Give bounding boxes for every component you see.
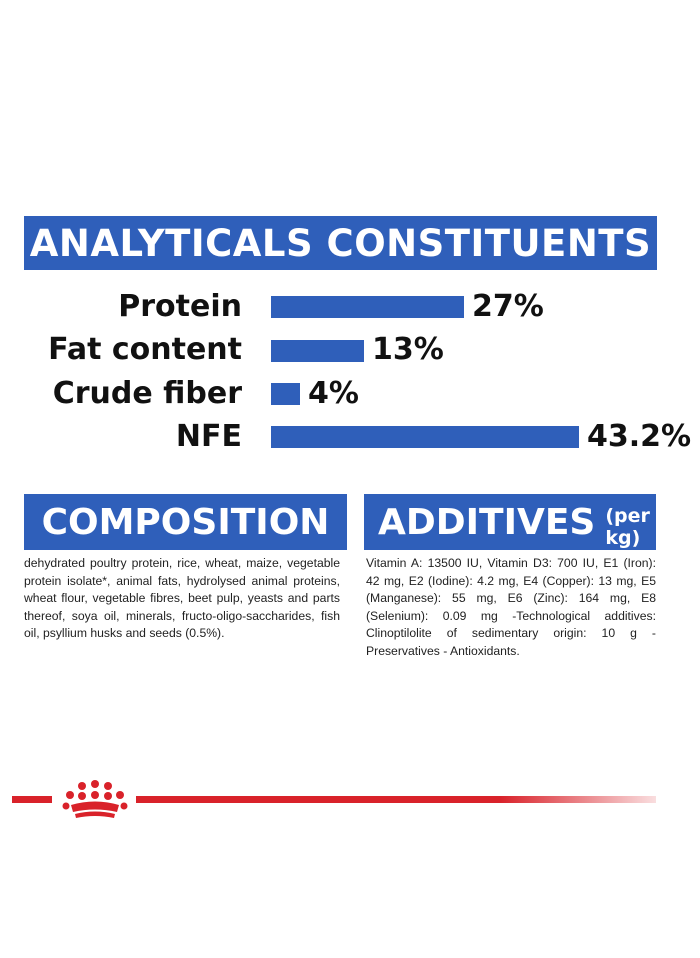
- row-label-fat-content: Fat content: [48, 332, 242, 367]
- row-label-protein: Protein: [118, 289, 242, 324]
- analytics-title: ANALYTICALS CONSTITUENTS: [29, 221, 652, 265]
- additives-text: Vitamin A: 13500 IU, Vitamin D3: 700 IU, E1 (Iron): 42 mg, E2 (Iodine): 4.2 mg, E4 (Copper): 13 mg, E5 (Manganese): 55 mg, E6 (Zinc): 164 mg, E8 (Selenium): 0.09 mg -Technological additives: Clinoptilolite of sedimentary origin: 10 g - Preservatives - Antioxidants.: [366, 556, 656, 658]
- footer-divider-right: [136, 796, 656, 803]
- composition-title-banner: [24, 494, 347, 550]
- additives-title-banner: [364, 494, 656, 550]
- bar-fat-content: [271, 340, 364, 362]
- composition-title: COMPOSITION: [41, 501, 330, 543]
- bar-value-fat-content: 13%: [372, 332, 444, 367]
- row-label-crude-fiber: Crude fiber: [52, 376, 242, 411]
- bar-protein: [271, 296, 464, 318]
- royal-crown-icon: [58, 778, 132, 820]
- bar-value-protein: 27%: [472, 289, 544, 324]
- bar-value-crude-fiber: 4%: [308, 376, 359, 411]
- composition-text: dehydrated poultry protein, rice, wheat, maize, vegetable protein isolate*, animal fats, hydrolysed animal proteins, wheat flour, vegetable fibres, beet pulp, yeasts and parts thereof, soya oil, minerals, fructo-oligo-saccharides, fish oil, psyllium husks and seeds (0.5%).: [24, 556, 340, 640]
- bar-crude-fiber: [271, 383, 300, 405]
- bar-value-nfe: 43.2%: [587, 419, 692, 454]
- additives-title: ADDITIVES: [378, 501, 596, 543]
- additives-title-suffix: (per kg): [605, 505, 650, 549]
- analytics-title-banner: [24, 216, 657, 270]
- footer-divider-left: [12, 796, 52, 803]
- row-label-nfe: NFE: [175, 419, 242, 454]
- bar-nfe: [271, 426, 579, 448]
